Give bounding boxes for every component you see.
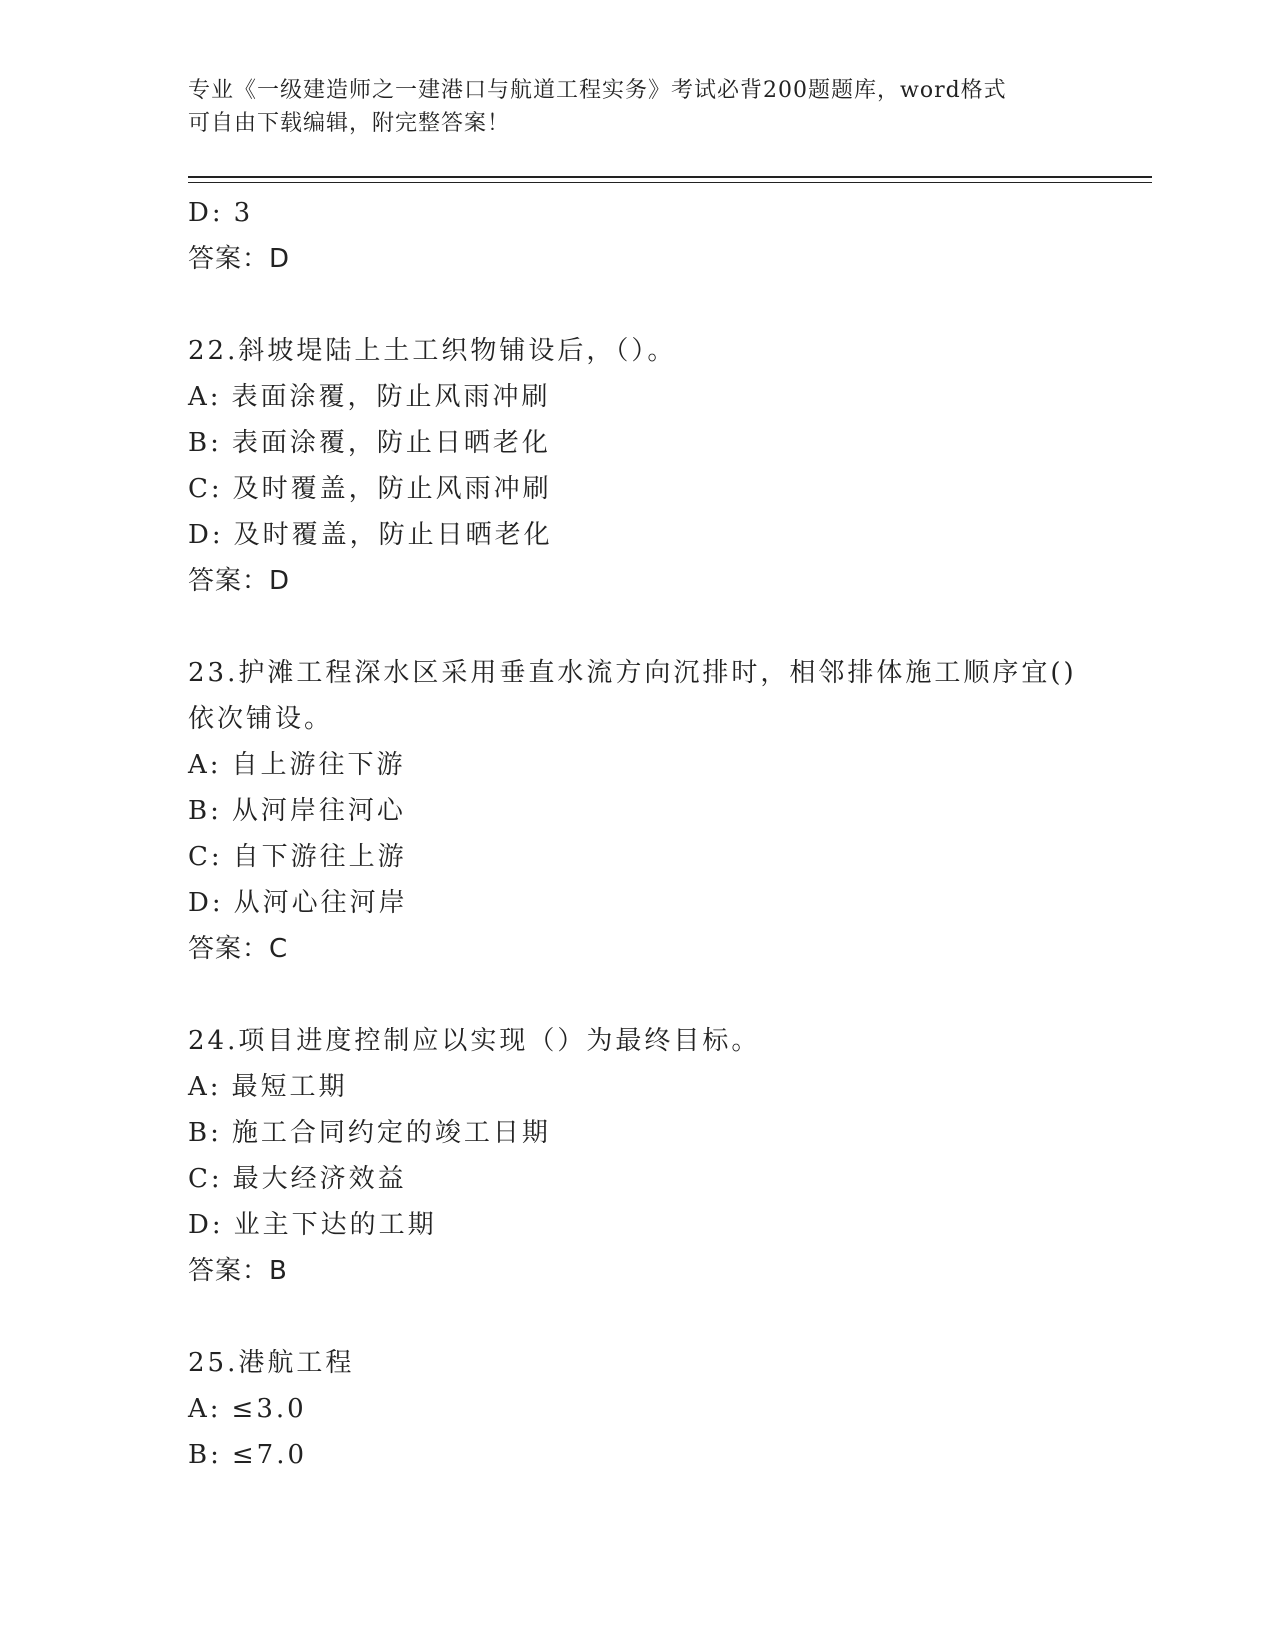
option-text: 表面涂覆，防止风雨冲刷 [231, 382, 551, 412]
option-label: A: [188, 1072, 222, 1102]
option-line [188, 1110, 1088, 1156]
header-title-line-1: 专业《一级建造师之一建港口与航道工程实务》考试必背200题题库，word格式 [188, 78, 1007, 103]
question-list [188, 190, 1088, 1478]
option-text: 及时覆盖，防止风雨冲刷 [232, 474, 552, 504]
option-text: 最大经济效益 [232, 1164, 407, 1194]
option-line [188, 788, 1088, 834]
option-line [188, 742, 1088, 788]
answer-line: 答案：D [188, 566, 291, 596]
option-text: 自上游往下游 [231, 750, 406, 780]
header-title-line-2: 可自由下载编辑，附完整答案！ [188, 111, 511, 136]
question-block [188, 328, 1088, 604]
option-label: A: [188, 382, 222, 412]
option-line [188, 420, 1088, 466]
option-line [188, 1432, 1088, 1478]
option-text: 3 [233, 198, 254, 228]
answer-line: 答案：D [188, 244, 291, 274]
question-stem: 25.港航工程 [188, 1348, 355, 1378]
option-text: 自下游往上游 [232, 842, 407, 872]
option-line [188, 466, 1088, 512]
question-block [188, 1018, 1088, 1294]
option-label: D: [188, 198, 224, 228]
option-label: C: [188, 474, 223, 504]
option-label: A: [188, 750, 222, 780]
option-text: ≤3.0 [231, 1394, 307, 1424]
question-stem: 22.斜坡堤陆上土工织物铺设后，（）。 [188, 336, 677, 366]
document-header [188, 74, 1088, 140]
option-line [188, 834, 1088, 880]
option-line [188, 880, 1088, 926]
option-text: ≤7.0 [231, 1440, 308, 1470]
option-label: D: [188, 1210, 224, 1240]
header-divider-thick [188, 176, 1152, 178]
option-text: 最短工期 [231, 1072, 348, 1102]
answer-line: 答案：C [188, 934, 289, 964]
option-label: D: [188, 888, 224, 918]
option-text: 从河岸往河心 [231, 796, 406, 826]
option-label: B: [188, 796, 222, 826]
answer-line: 答案：B [188, 1256, 288, 1286]
option-label: C: [188, 1164, 223, 1194]
question-block [188, 1340, 1088, 1478]
option-label: B: [188, 1118, 222, 1148]
option-line [188, 512, 1088, 558]
option-text: 及时覆盖，防止日晒老化 [233, 520, 553, 550]
option-text: 表面涂覆，防止日晒老化 [231, 428, 551, 458]
option-label: C: [188, 842, 223, 872]
option-label: D: [188, 520, 224, 550]
question-stem: 23.护滩工程深水区采用垂直水流方向沉排时，相邻排体施工顺序宜()依次铺设。 [188, 658, 1077, 734]
option-line [188, 1202, 1088, 1248]
option-line [188, 1156, 1088, 1202]
option-text: 施工合同约定的竣工日期 [231, 1118, 551, 1148]
option-text: 从河心往河岸 [233, 888, 408, 918]
option-line [188, 1386, 1088, 1432]
option-line [188, 374, 1088, 420]
option-text: 业主下达的工期 [233, 1210, 437, 1240]
option-line [188, 190, 1088, 236]
option-label: A: [188, 1394, 222, 1424]
question-stem: 24.项目进度控制应以实现（）为最终目标。 [188, 1026, 761, 1056]
question-block [188, 650, 1088, 972]
option-label: B: [188, 428, 222, 458]
header-divider-thin [188, 182, 1152, 183]
option-line [188, 1064, 1088, 1110]
option-label: B: [188, 1440, 222, 1470]
